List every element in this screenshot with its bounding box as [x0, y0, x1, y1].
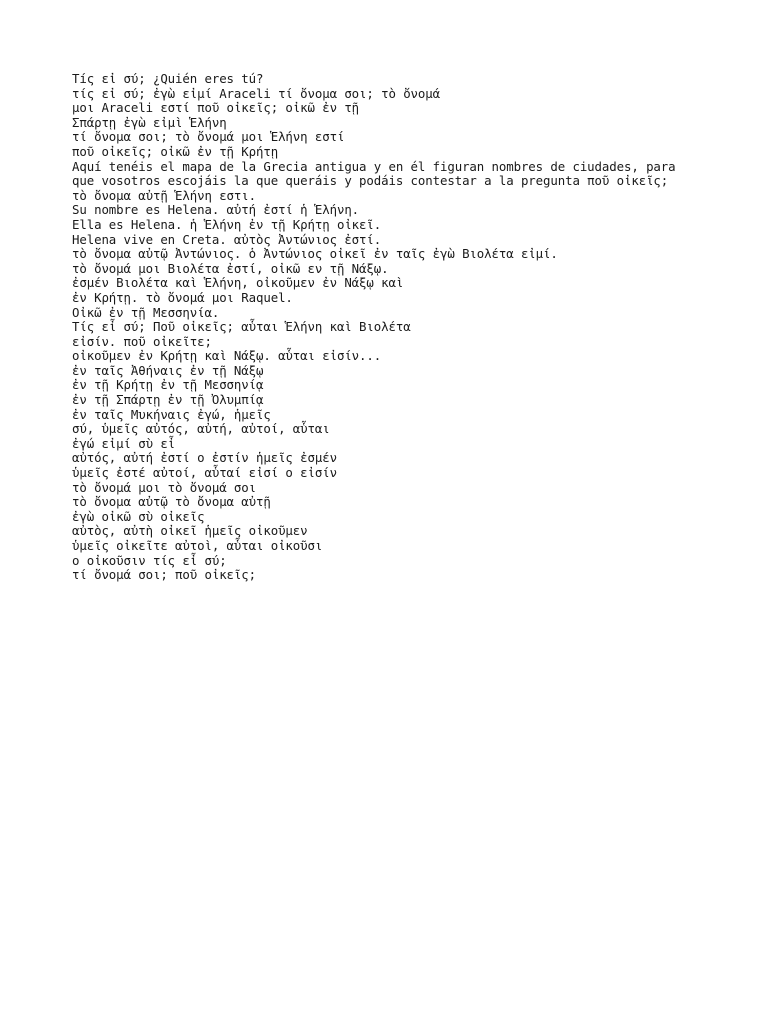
text-line: ἐν ταῖς Ἀθήναις ἐν τῇ Νάξῳ	[72, 362, 264, 378]
text-line: σύ, ὑμεῖς αὐτός, αὐτή, αὐτοί, αὗται	[72, 421, 330, 437]
text-line: Helena vive en Creta. αὐτὸς Ἀντώνιος ἐστί.	[72, 231, 382, 247]
text-line: Tíς εἰ σύ; ¿Quién eres tú?	[72, 71, 264, 86]
text-line: τὸ ὄνομα αὐτῇ Ἑλήνη εστι.	[72, 187, 256, 203]
text-line: Οἰκῶ ἐν τῇ Μεσσηνία.	[72, 304, 220, 320]
text-line: ὑμεῖς ἐστέ αὐτοί, αὗταί εἰσί ο εἰσίν	[72, 465, 337, 481]
text-line: αὐτός, αὐτή ἐστί ο ἐστίν ἡμεῖς ἐσμέν	[72, 450, 337, 466]
text-line: Τίς εἶ σύ; Ποῦ οἰκεῖς; αὗται Ἑλήνη καὶ Βιολέτα	[72, 319, 411, 335]
text-line: ὑμεῖς οἰκεῖτε αὐτοὶ, αὗται οἰκοῦσι	[72, 538, 323, 553]
text-line: Aquí tenéis el mapa de la Grecia antigua y en él figuran nombres de ciudades, para	[72, 158, 676, 174]
text-line: τὸ ὄνομα αὐτῷ Ἀντώνιος. ὁ Ἀντώνιος οἰκεῖ ἐν ταῖς ἐγὼ Βιολέτα εἰμί.	[72, 246, 558, 262]
text-line: τί ὄνομά σοι; ποῦ οἰκεῖς;	[72, 567, 256, 583]
text-line: αὐτὸς, αὐτὴ οἰκεῖ ἡμεῖς οἰκοῦμεν	[72, 523, 308, 539]
text-line: τίς εἰ σύ; ἐγὼ εἰμί Araceli τί ὄνομα σοι; τὸ ὄνομά	[72, 85, 440, 101]
text-line: τὸ ὄνομα αὐτῷ τὸ ὄνομα αὐτῇ	[72, 494, 271, 510]
text-line: ἐγὼ οἰκῶ σὺ οἰκεῖς	[72, 508, 205, 524]
text-line: τὸ ὄνομά μοι τὸ ὄνομά σοι	[72, 479, 256, 495]
document-body	[72, 72, 712, 583]
text-line: εἰσίν. ποῦ οἰκεῖτε;	[72, 333, 212, 349]
text-line: que vosotros escojáis la que queráis y podáis contestar a la pregunta ποῦ οἰκεῖς;	[72, 173, 669, 189]
text-line: τί ὄνομα σοι; τὸ ὄνομά μοι Ἑλήνη εστί	[72, 129, 345, 145]
text-line: ἐν ταῖς Μυκήναις ἐγώ, ἡμεῖς	[72, 406, 271, 422]
text-line: Ella es Helena. ἡ Ἑλήνη ἐν τῇ Κρήτῃ οἰκεῖ.	[72, 216, 382, 232]
text-line: Σπάρτῃ ἐγὼ εἰμὶ Ἑλήνη	[72, 114, 227, 130]
text-line: Su nombre es Helena. αὐτή ἐστί ἡ Ἑλήνη.	[72, 202, 360, 218]
text-line: ἐγώ εἰμί σὺ εἶ	[72, 435, 176, 451]
text-line: ἐσμέν Βιολέτα καὶ Ἑλήνη, οἰκοῦμεν ἐν Νάξῳ καὶ	[72, 275, 404, 291]
text-line: ποῦ οἰκεῖς; οἰκῶ ἐν τῇ Κρήτῃ	[72, 143, 279, 159]
text-line: οἰκοῦμεν ἐν Κρήτῃ καὶ Νάξῳ. αὗται εἰσίν...	[72, 348, 382, 364]
text-line: ἐν τῇ Σπάρτῃ ἐν τῇ Ὀλυμπίᾳ	[72, 392, 264, 408]
text-line: ἐν τῇ Κρήτῃ ἐν τῇ Μεσσηνίᾳ	[72, 377, 264, 393]
text-line: μοι Araceli εστί ποῦ οἰκεῖς; οἰκῶ ἐν τῇ	[72, 100, 360, 116]
text-line: τὸ ὄνομά μοι Βιολέτα ἐστί, οἰκῶ εν τῇ Νάξῳ.	[72, 260, 389, 276]
text-line: ο οἰκοῦσιν τίς εἶ σύ;	[72, 552, 227, 568]
text-line: ἐν Κρήτῃ. τὸ ὄνομά μοι Raquel.	[72, 289, 293, 305]
